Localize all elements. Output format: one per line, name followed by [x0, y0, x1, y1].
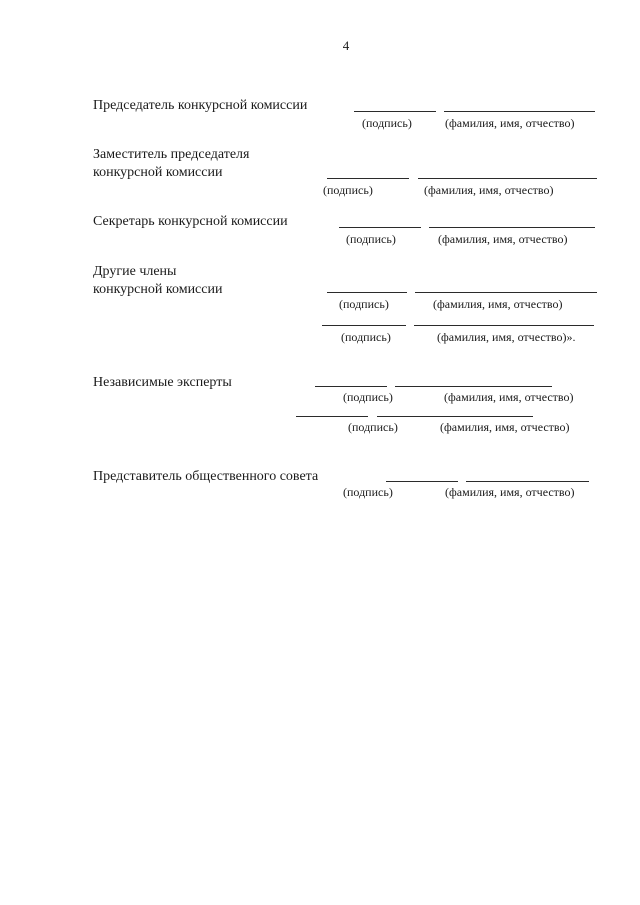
role-chairman-label: Председатель конкурсной комиссии — [93, 98, 308, 113]
expert2-signature-caption: (подпись) — [348, 420, 398, 434]
member1-name-line — [415, 292, 597, 293]
expert1-name-caption: (фамилия, имя, отчество) — [444, 390, 574, 404]
role-public-council-label: Представитель общественного совета — [93, 469, 319, 484]
page-number: 4 — [342, 38, 350, 53]
secretary-name-caption: (фамилия, имя, отчество) — [438, 232, 568, 246]
council-signature-line — [386, 481, 458, 482]
member2-name-line — [414, 325, 594, 326]
deputy-name-line — [418, 178, 597, 179]
deputy-signature-caption: (подпись) — [323, 183, 373, 197]
role-members-label-line2: конкурсной комиссии — [93, 282, 223, 297]
secretary-name-line — [429, 227, 595, 228]
secretary-signature-line — [339, 227, 421, 228]
expert2-name-line — [377, 416, 533, 417]
role-other-members — [93, 263, 222, 299]
role-members-label-line1: Другие члены — [93, 264, 177, 279]
role-chairman — [93, 97, 307, 115]
member2-signature-line — [322, 325, 406, 326]
council-signature-caption: (подпись) — [343, 485, 393, 499]
role-public-council — [93, 468, 318, 486]
role-deputy-label-line1: Заместитель председателя — [93, 147, 250, 162]
expert1-name-line — [395, 386, 552, 387]
role-deputy-label-line2: конкурсной комиссии — [93, 165, 223, 180]
deputy-name-caption: (фамилия, имя, отчество) — [424, 183, 554, 197]
chairman-signature-line — [354, 111, 436, 112]
chairman-name-line — [444, 111, 595, 112]
role-secretary-label: Секретарь конкурсной комиссии — [93, 214, 288, 229]
expert1-signature-line — [315, 386, 387, 387]
role-independent-experts — [93, 374, 232, 392]
chairman-name-caption: (фамилия, имя, отчество) — [445, 116, 575, 130]
role-experts-label: Независимые эксперты — [93, 375, 232, 390]
expert2-signature-line — [296, 416, 368, 417]
member2-signature-caption: (подпись) — [341, 330, 391, 344]
expert1-signature-caption: (подпись) — [343, 390, 393, 404]
deputy-signature-line — [327, 178, 409, 179]
role-secretary — [93, 213, 288, 231]
member2-name-caption: (фамилия, имя, отчество)». — [437, 330, 576, 344]
council-name-line — [466, 481, 589, 482]
expert2-name-caption: (фамилия, имя, отчество) — [440, 420, 570, 434]
role-deputy-chairman — [93, 146, 249, 182]
council-name-caption: (фамилия, имя, отчество) — [445, 485, 575, 499]
chairman-signature-caption: (подпись) — [362, 116, 412, 130]
member1-name-caption: (фамилия, имя, отчество) — [433, 297, 563, 311]
secretary-signature-caption: (подпись) — [346, 232, 396, 246]
member1-signature-line — [327, 292, 407, 293]
member1-signature-caption: (подпись) — [339, 297, 389, 311]
